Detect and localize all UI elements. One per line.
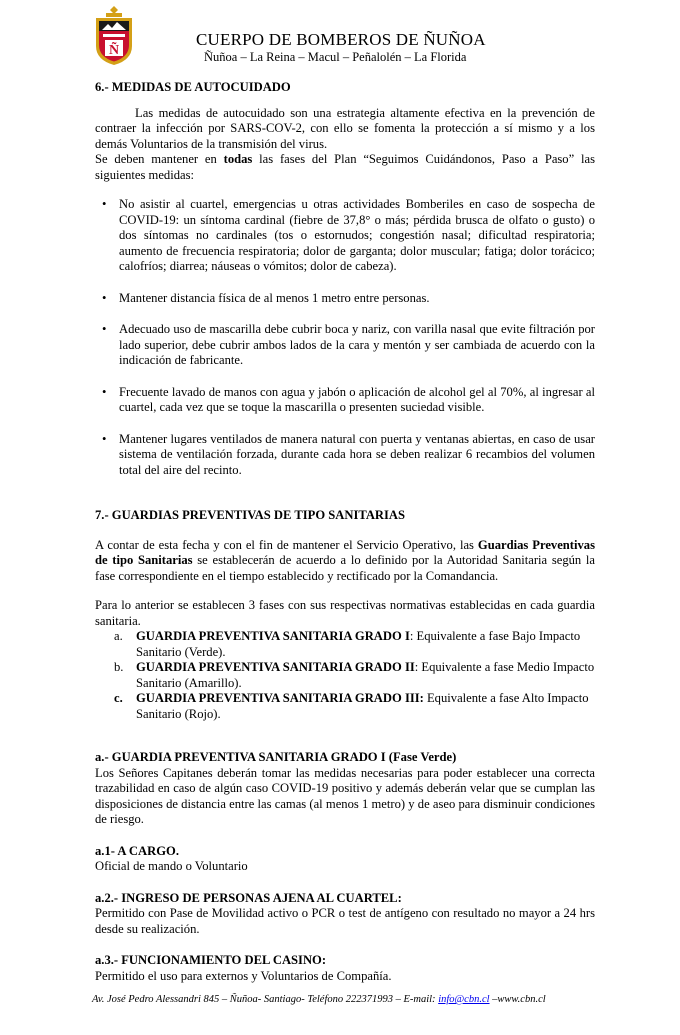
subsection-a-heading: a.- GUARDIA PREVENTIVA SANITARIA GRADO I (Fase Verde) — [95, 750, 457, 764]
section-7-phases-intro: Para lo anterior se establecen 3 fases con sus respectivas normativas establecidas en cada guardia sanitaria. — [95, 598, 595, 628]
section-6-heading: 6.- MEDIDAS DE AUTOCUIDADO — [95, 80, 291, 94]
a1-text: Oficial de mando o Voluntario — [95, 859, 248, 873]
a3-heading: a.3.- FUNCIONAMIENTO DEL CASINO: — [95, 953, 327, 967]
list-marker: c. — [114, 691, 123, 705]
grade-description: : Equivalente a fase Bajo Impacto Sanitario (Verde). — [136, 629, 581, 659]
footer-address: Av. José Pedro Alessandri 845 – Ñuñoa- Santiago- Teléfono 222371993 – E-mail: — [92, 994, 439, 1005]
grade-description: : Equivalente a fase Medio Impacto Sanitario (Amarillo). — [136, 660, 595, 690]
document-body — [95, 80, 595, 984]
bold-text: todas — [223, 152, 253, 166]
section-6-intro: Las medidas de autocuidado son una estrategia altamente efectiva en la prevención de contraer la infección por SARS-COV-2, con ello se fomenta la protección a sí mismo y a los demás Voluntarios de la transmisión del virus. — [95, 105, 595, 151]
svg-text:Ñ: Ñ — [108, 43, 120, 58]
a1-heading: a.1- A CARGO. — [95, 843, 179, 858]
grade-name: GUARDIA PREVENTIVA SANITARIA GRADO I — [136, 629, 410, 643]
text-run: se establecerán de acuerdo a lo definido por la Autoridad Sanitaria según la fase correspondiente en el tiempo establecido y rectificado por la Comandancia. — [95, 553, 595, 583]
list-item: • Mantener lugares ventilados de manera natural con puerta y ventanas abiertas, en caso de usar sistema de ventilación forzada, durante cada hora se deben realizar 6 recambios del volumen total del aire del recinto. — [95, 432, 595, 479]
text-run: A contar de esta fecha y con el fin de mantener el Servicio Operativo, las — [95, 537, 478, 552]
section-7-heading: 7.- GUARDIAS PREVENTIVAS DE TIPO SANITARIAS — [95, 508, 406, 522]
fire-department-shield-logo — [94, 6, 134, 66]
a2-text: Permitido con Pase de Movilidad activo o PCR o test de antígeno con resultado no mayor a 24 hrs desde su realización. — [95, 906, 595, 936]
list-item: • No asistir al cuartel, emergencias u otras actividades Bomberiles en caso de sospecha de COVID-19: un síntoma cardinal (fiebre de 37,8° o más; pérdida brusca de olfato o gusto) o dos síntomas no cardinales (tos o estornudos; congestión nasal; dificultad respiratoria; aumento de frecuencia respiratoria; dolor de garganta; dolor muscular; fatiga; dolor torácico; calofríos; diarrea; náuseas o vómitos; dolor de cabeza). — [95, 197, 595, 275]
guard-grades-list — [95, 629, 595, 722]
list-item: • Mantener distancia física de al menos 1 metro entre personas. — [95, 291, 595, 307]
email-link[interactable]: info@cbn.cl — [438, 994, 490, 1005]
organization-title: CUERPO DE BOMBEROS DE ÑUÑOA — [196, 30, 486, 49]
text-run: Se deben mantener en — [95, 152, 224, 166]
bold-text: Guardias Preventivas de tipo Sanitarias — [95, 537, 595, 567]
list-marker: a. — [114, 629, 123, 643]
list-item — [95, 660, 595, 691]
list-item: • Adecuado uso de mascarilla debe cubrir boca y nariz, con varilla nasal que evite filtración por lado superior, debe cubrir ambos lados de la cara y mentón y ser cambiada de acuerdo con la indicación de fabricante. — [95, 322, 595, 369]
subsection-a-text: Los Señores Capitanes deberán tomar las medidas necesarias para poder establecer una correcta trazabilidad en caso de algún caso COVID-19 positivo y además deberán velar que se cumplan las disposiciones de distancia entre las camas (al menos 1 metro) y de aseo para disminuir condiciones de riesgo. — [95, 765, 595, 826]
self-care-measures-list — [95, 197, 595, 478]
list-item — [95, 629, 595, 660]
organization-communes: Ñuñoa – La Reina – Macul – Peñalolén – La Florida — [204, 50, 467, 64]
list-item — [95, 691, 595, 722]
footer-website: –www.cbn.cl — [489, 994, 546, 1005]
a3-text: Permitido el uso para externos y Voluntarios de Compañía. — [95, 968, 392, 983]
section-6-measures-intro — [95, 152, 595, 183]
grade-name: GUARDIA PREVENTIVA SANITARIA GRADO III: — [136, 691, 424, 705]
section-7-intro — [95, 538, 595, 585]
list-item: • Frecuente lavado de manos con agua y jabón o aplicación de alcohol gel al 70%, al ingresar al cuartel, cada vez que se toque la mascarilla o presenten suciedad visible. — [95, 385, 595, 416]
grade-description: Equivalente a fase Alto Impacto Sanitario (Rojo). — [136, 691, 589, 721]
page-footer — [92, 994, 546, 1005]
a2-heading: a.2.- INGRESO DE PERSONAS AJENA AL CUARTEL: — [95, 890, 402, 905]
grade-name: GUARDIA PREVENTIVA SANITARIA GRADO II — [136, 660, 415, 674]
list-marker: b. — [114, 660, 124, 674]
text-run: las fases del Plan “Seguimos Cuidándonos, Paso a Paso” las siguientes medidas: — [95, 152, 595, 182]
